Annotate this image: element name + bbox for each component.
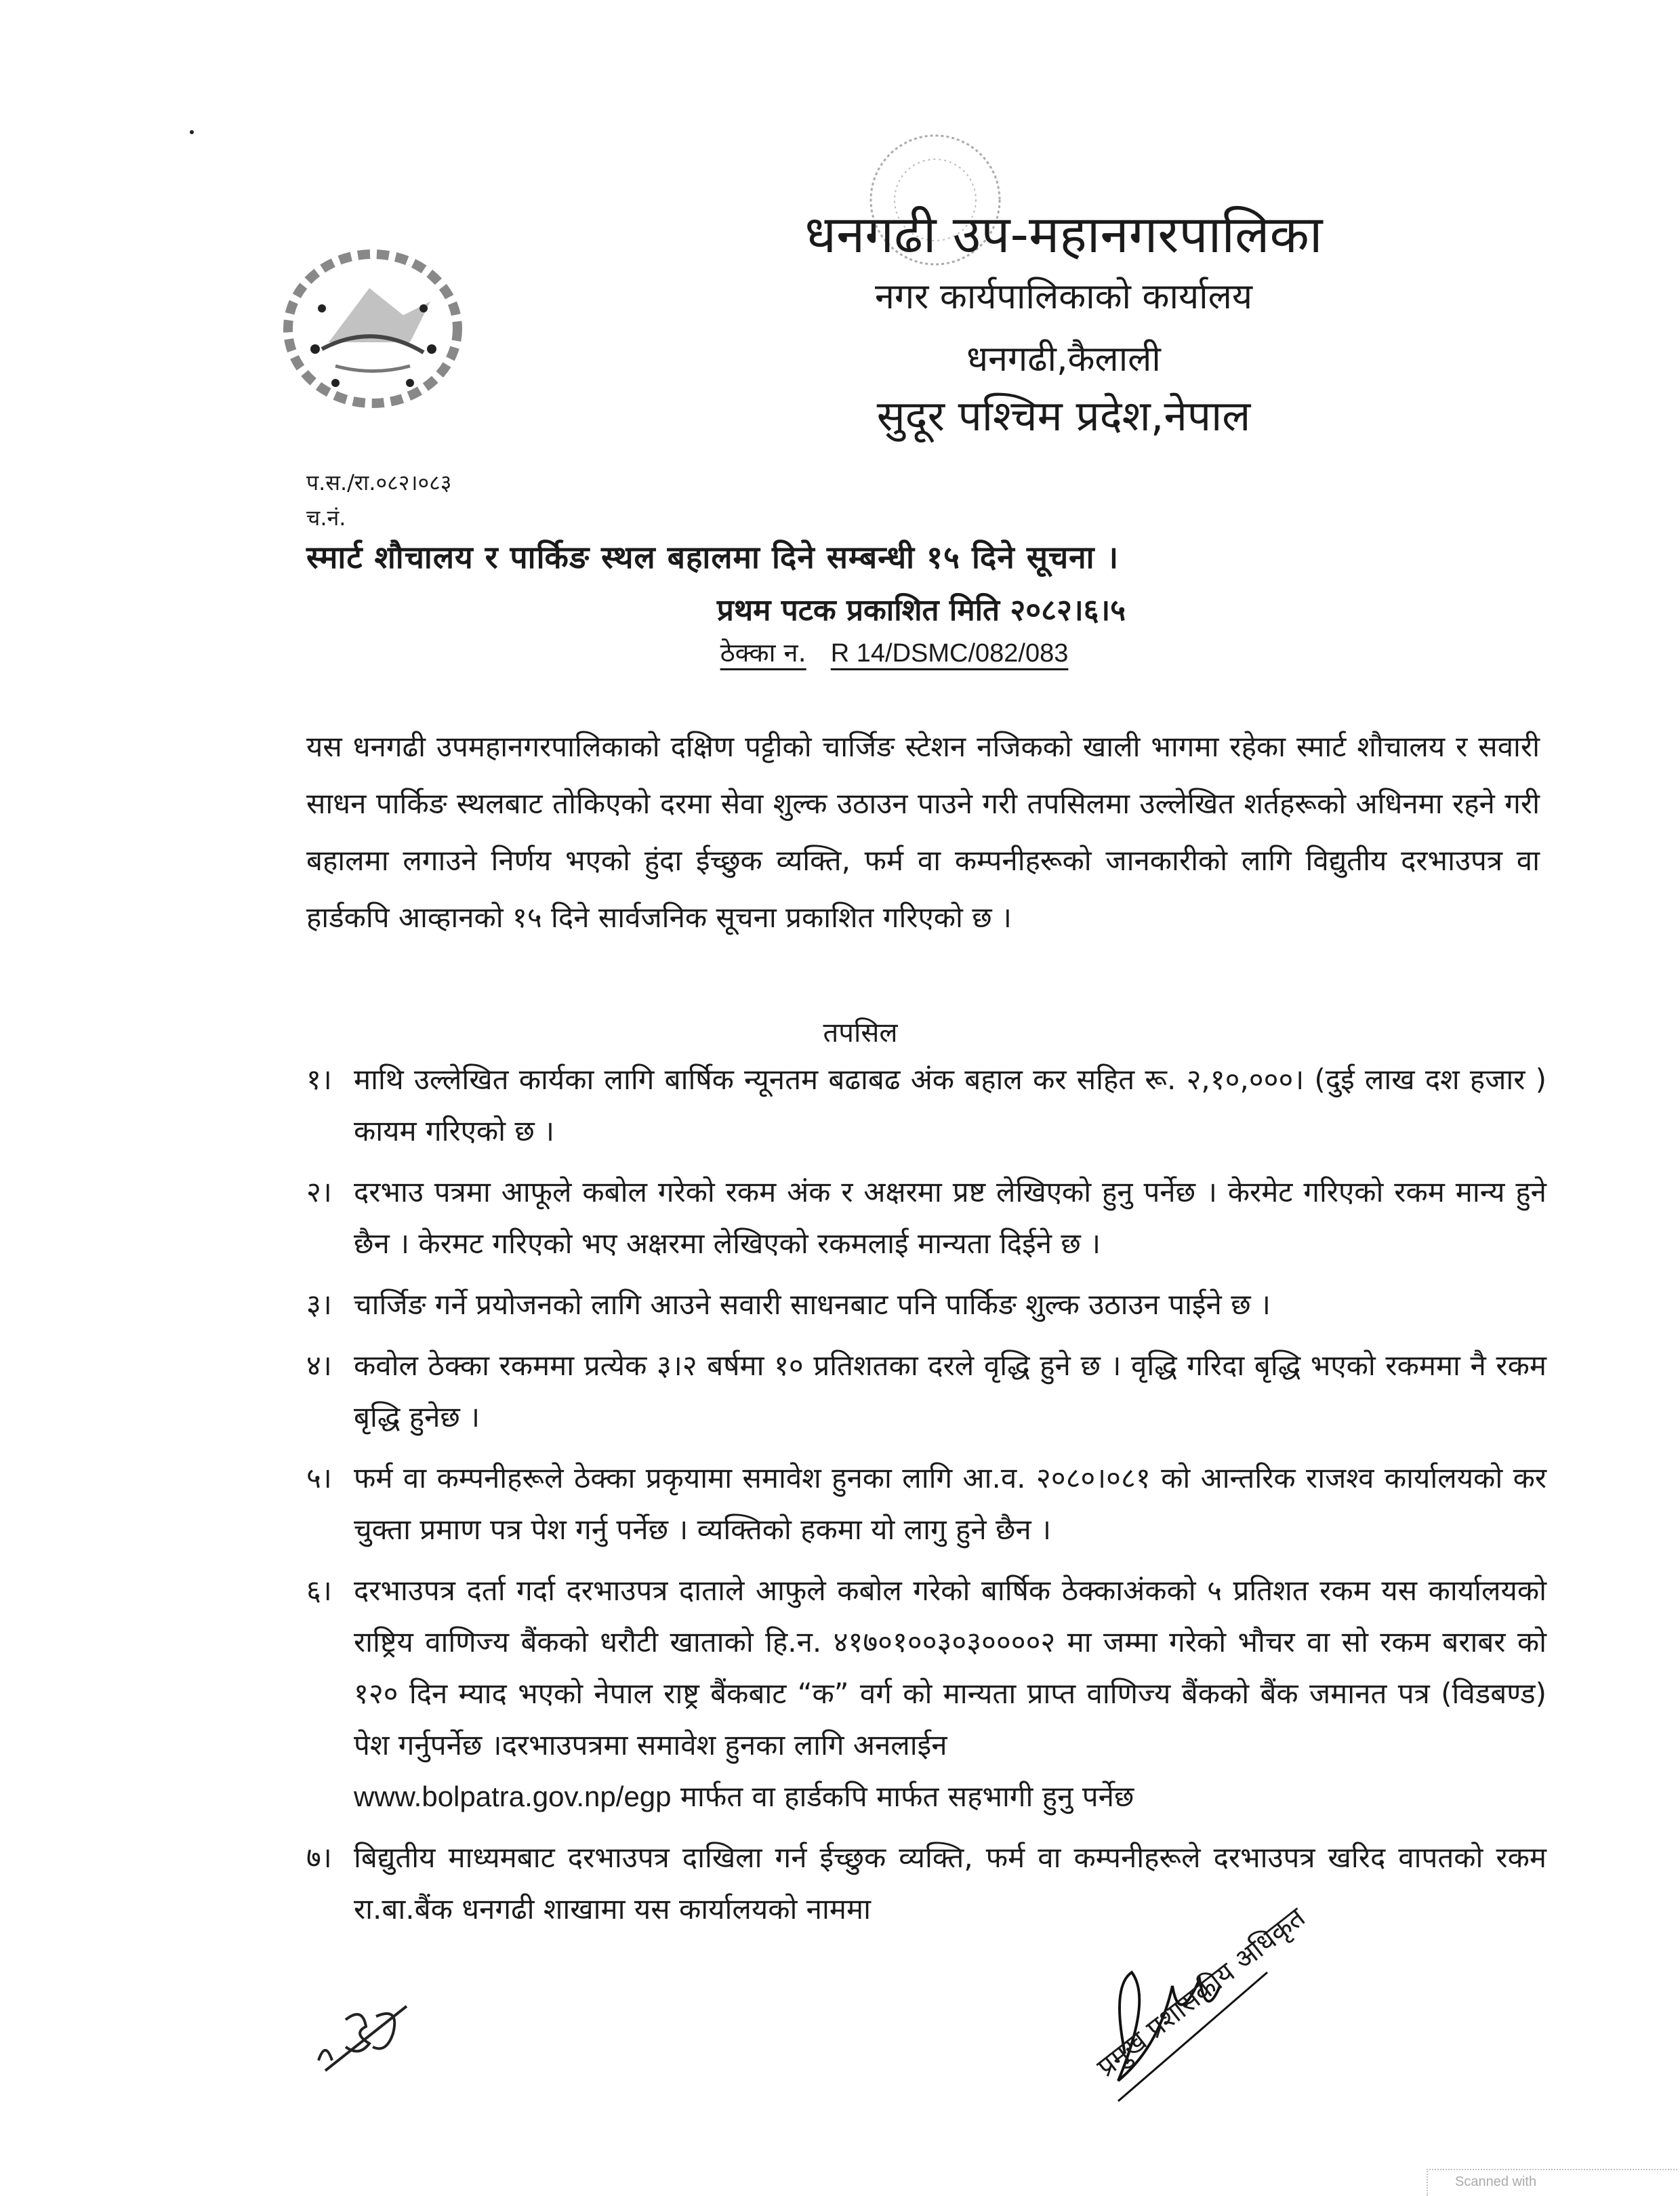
office-name: नगर कार्यपालिकाको कार्यालय <box>874 277 1252 317</box>
tender-number: R 14/DSMC/082/083 <box>830 639 1069 668</box>
office-location: धनगढी,कैलाली <box>966 339 1161 380</box>
handwritten-page-mark-icon <box>312 1979 434 2074</box>
signatory-title: प्रमुख प्रशासकीय अधिकृत <box>1091 1901 1311 2083</box>
condition-item <box>306 1832 1546 1935</box>
condition-number: ६। <box>306 1574 332 1607</box>
condition-text: दरभाउपत्र दर्ता गर्दा दरभाउपत्र दाताले आफुले कबोल गरेको बार्षिक ठेक्काअंकको ५ प्रतिशत रकम यस कार्यालयको राष्ट्रिय वाणिज्य बैंकको धरौटी खाताको हि.न. ४१७०१००३०३००००२ मा जम्मा गरेको भौचर वा सो रकम बराबर को १२० दिन म्याद भएको नेपाल राष्ट्र बैंकबाट “क” वर्ग को मान्यता प्राप्त वाणिज्य बैंकको बैंक जमानत पत्र (विडबण्ड) पेश गर्नुपर्नेछ ।दरभाउपत्रमा समावेश हुनका लागि अनलाईन <box>354 1574 1546 1762</box>
province-name: सुदूर पश्चिम प्रदेश,नेपाल <box>876 391 1251 441</box>
condition-text: फर्म वा कम्पनीहरूले ठेक्का प्रकृयामा समावेश हुनका लागि आ.व. २०८०।०८१ को आन्तरिक राजश्व कार्यालयको कर चुक्ता प्रमाण पत्र पेश गर्नु पर्नेछ । व्यक्तिको हकमा यो लागु हुने छैन । <box>354 1461 1546 1546</box>
tender-label: ठेक्का न. <box>720 638 806 668</box>
condition-number: ७। <box>306 1841 332 1874</box>
condition-number: ४। <box>306 1349 332 1382</box>
condition-item <box>306 1565 1546 1823</box>
condition-text: माथि उल्लेखित कार्यका लागि बार्षिक न्यूनतम बढाबढ अंक बहाल कर सहित रू. २,१०,०००। (दुई लाख दश हजार ) कायम गरिएको छ । <box>354 1063 1546 1147</box>
signature-block <box>1057 1901 1477 2169</box>
condition-item <box>306 1166 1546 1269</box>
first-published-date: प्रथम पटक प्रकाशित मिति २०८२।६।५ <box>716 593 1126 628</box>
condition-item <box>306 1340 1546 1443</box>
condition-item <box>306 1054 1546 1157</box>
condition-text: दरभाउ पत्रमा आफूले कबोल गरेको रकम अंक र अक्षरमा प्रष्ट लेखिएको हुनु पर्नेछ । केरमेट गरिएको रकम मान्य हुने छैन । केरमट गरिएको भए अक्षरमा लेखिएको रकमलाई मान्यता दिईने छ । <box>354 1175 1546 1260</box>
condition-item <box>306 1279 1546 1330</box>
scan-speck <box>190 130 194 134</box>
condition-number: ३। <box>306 1288 332 1321</box>
chalani-number: च.नं. <box>306 505 346 531</box>
condition-number: १। <box>306 1063 332 1096</box>
condition-number: ५। <box>306 1461 332 1494</box>
condition-item <box>306 1452 1546 1556</box>
bolpatra-link[interactable]: www.bolpatra.gov.np/egp <box>354 1781 672 1812</box>
notice-title: स्मार्ट शौचालय र पार्किङ स्थल बहालमा दिने सम्बन्धी १५ दिने सूचना । <box>306 539 1120 575</box>
condition-text: कवोल ठेक्का रकममा प्रत्येक ३।२ बर्षमा १० प्रतिशतका दरले वृद्धि हुने छ । वृद्धि गरिदा बृद्धि भएको रकममा नै रकम बृद्धि हुनेछ । <box>354 1349 1546 1434</box>
condition-text: चार्जिङ गर्ने प्रयोजनको लागि आउने सवारी साधनबाट पनि पार्किङ शुल्क उठाउन पाईने छ । <box>354 1288 1271 1321</box>
condition-text-after-url: मार्फत वा हार्डकपि मार्फत सहभागी हुनु पर्नेछ <box>680 1780 1134 1813</box>
body-paragraph: यस धनगढी उपमहानगरपालिकाको दक्षिण पट्टीको चार्जिङ स्टेशन नजिकको खाली भागमा रहेका स्मार्ट शौचालय र सवारी साधन पार्किङ स्थलबाट तोकिएको दरमा सेवा शुल्क उठाउन पाउने गरी तपसिलमा उल्लेखित शर्तहरूको अधिनमा रहने गरी बहालमा लगाउने निर्णय भएको हुंदा ईच्छुक व्यक्ति, फर्म वा कम्पनीहरूको जानकारीको लागि विद्युतीय दरभाउपत्र वा हार्डकपि आव्हानको १५ दिने सार्वजनिक सूचना प्रकाशित गरिएको छ । <box>306 730 1540 934</box>
patra-sankhya: प.स./रा.०८२।०८३ <box>306 470 452 495</box>
scanner-watermark: Scanned with <box>1427 2169 1677 2196</box>
condition-number: २। <box>306 1175 332 1208</box>
tapasil-heading: तपसिल <box>823 1017 898 1049</box>
tender-number-line <box>0 634 1680 670</box>
conditions-list <box>306 1054 1546 1945</box>
municipality-name: धनगढी उप-महानगरपालिका <box>804 204 1323 264</box>
condition-text: बिद्युतीय माध्यमबाट दरभाउपत्र दाखिला गर्न ईच्छुक व्यक्ति, फर्म वा कम्पनीहरूले दरभाउपत्र खरिद वापतको रकम रा.बा.बैंक धनगढी शाखामा यस कार्यालयको नाममा <box>354 1841 1546 1926</box>
